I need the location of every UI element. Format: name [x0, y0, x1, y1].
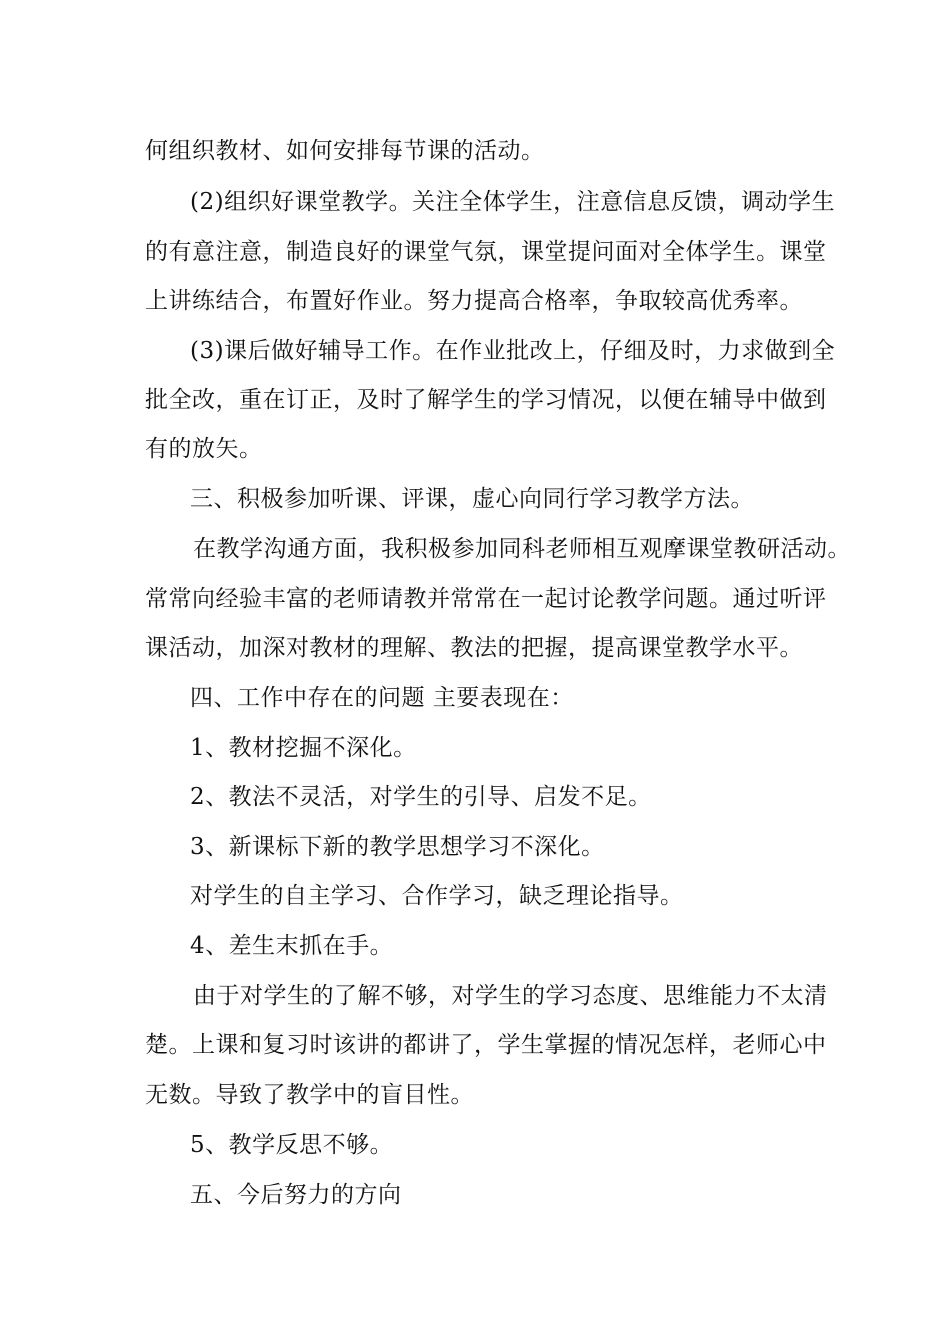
section-heading: 五、今后努力的方向	[190, 1182, 402, 1208]
text-line: 对学生的自主学习、合作学习，缺乏理论指导。	[190, 883, 684, 909]
text-line: 何组织教材、如何安排每节课的活动。	[145, 138, 545, 164]
text-line: 楚。上课和复习时该讲的都讲了，学生掌握的情况怎样，老师心中	[145, 1032, 827, 1058]
text-line: 由于对学生的了解不够，对学生的学习态度、思维能力不太清	[193, 983, 828, 1009]
section-heading: 四、工作中存在的问题 主要表现在：	[190, 685, 574, 711]
list-item: 1、教材挖掘不深化。	[190, 735, 417, 761]
text-line: (2)组织好课堂教学。关注全体学生，注意信息反馈，调动学生	[190, 189, 836, 215]
list-item: 2、教法不灵活，对学生的引导、启发不足。	[190, 784, 652, 810]
text-line: 无数。导致了教学中的盲目性。	[145, 1082, 474, 1108]
text-line: 有的放矢。	[145, 436, 263, 462]
list-item: 4、差生末抓在手。	[190, 933, 394, 959]
text-line: 上讲练结合，布置好作业。努力提高合格率，争取较高优秀率。	[145, 288, 803, 314]
text-line: 常常向经验丰富的老师请教并常常在一起讨论教学问题。通过听评	[145, 586, 827, 612]
text-line: 批全改，重在订正，及时了解学生的学习情况，以便在辅导中做到	[145, 387, 827, 413]
text-line: (3)课后做好辅导工作。在作业批改上，仔细及时，力求做到全	[190, 338, 836, 364]
list-item: 3、新课标下新的教学思想学习不深化。	[190, 834, 605, 860]
text-line: 课活动，加深对教材的理解、教法的把握，提高课堂教学水平。	[145, 635, 803, 661]
text-line: 的有意注意，制造良好的课堂气氛，课堂提问面对全体学生。课堂	[145, 239, 827, 265]
text-line: 在教学沟通方面，我积极参加同科老师相互观摩课堂教研活动。	[193, 536, 851, 562]
section-heading: 三、积极参加听课、评课，虚心向同行学习教学方法。	[190, 486, 754, 512]
list-item: 5、教学反思不够。	[190, 1132, 394, 1158]
